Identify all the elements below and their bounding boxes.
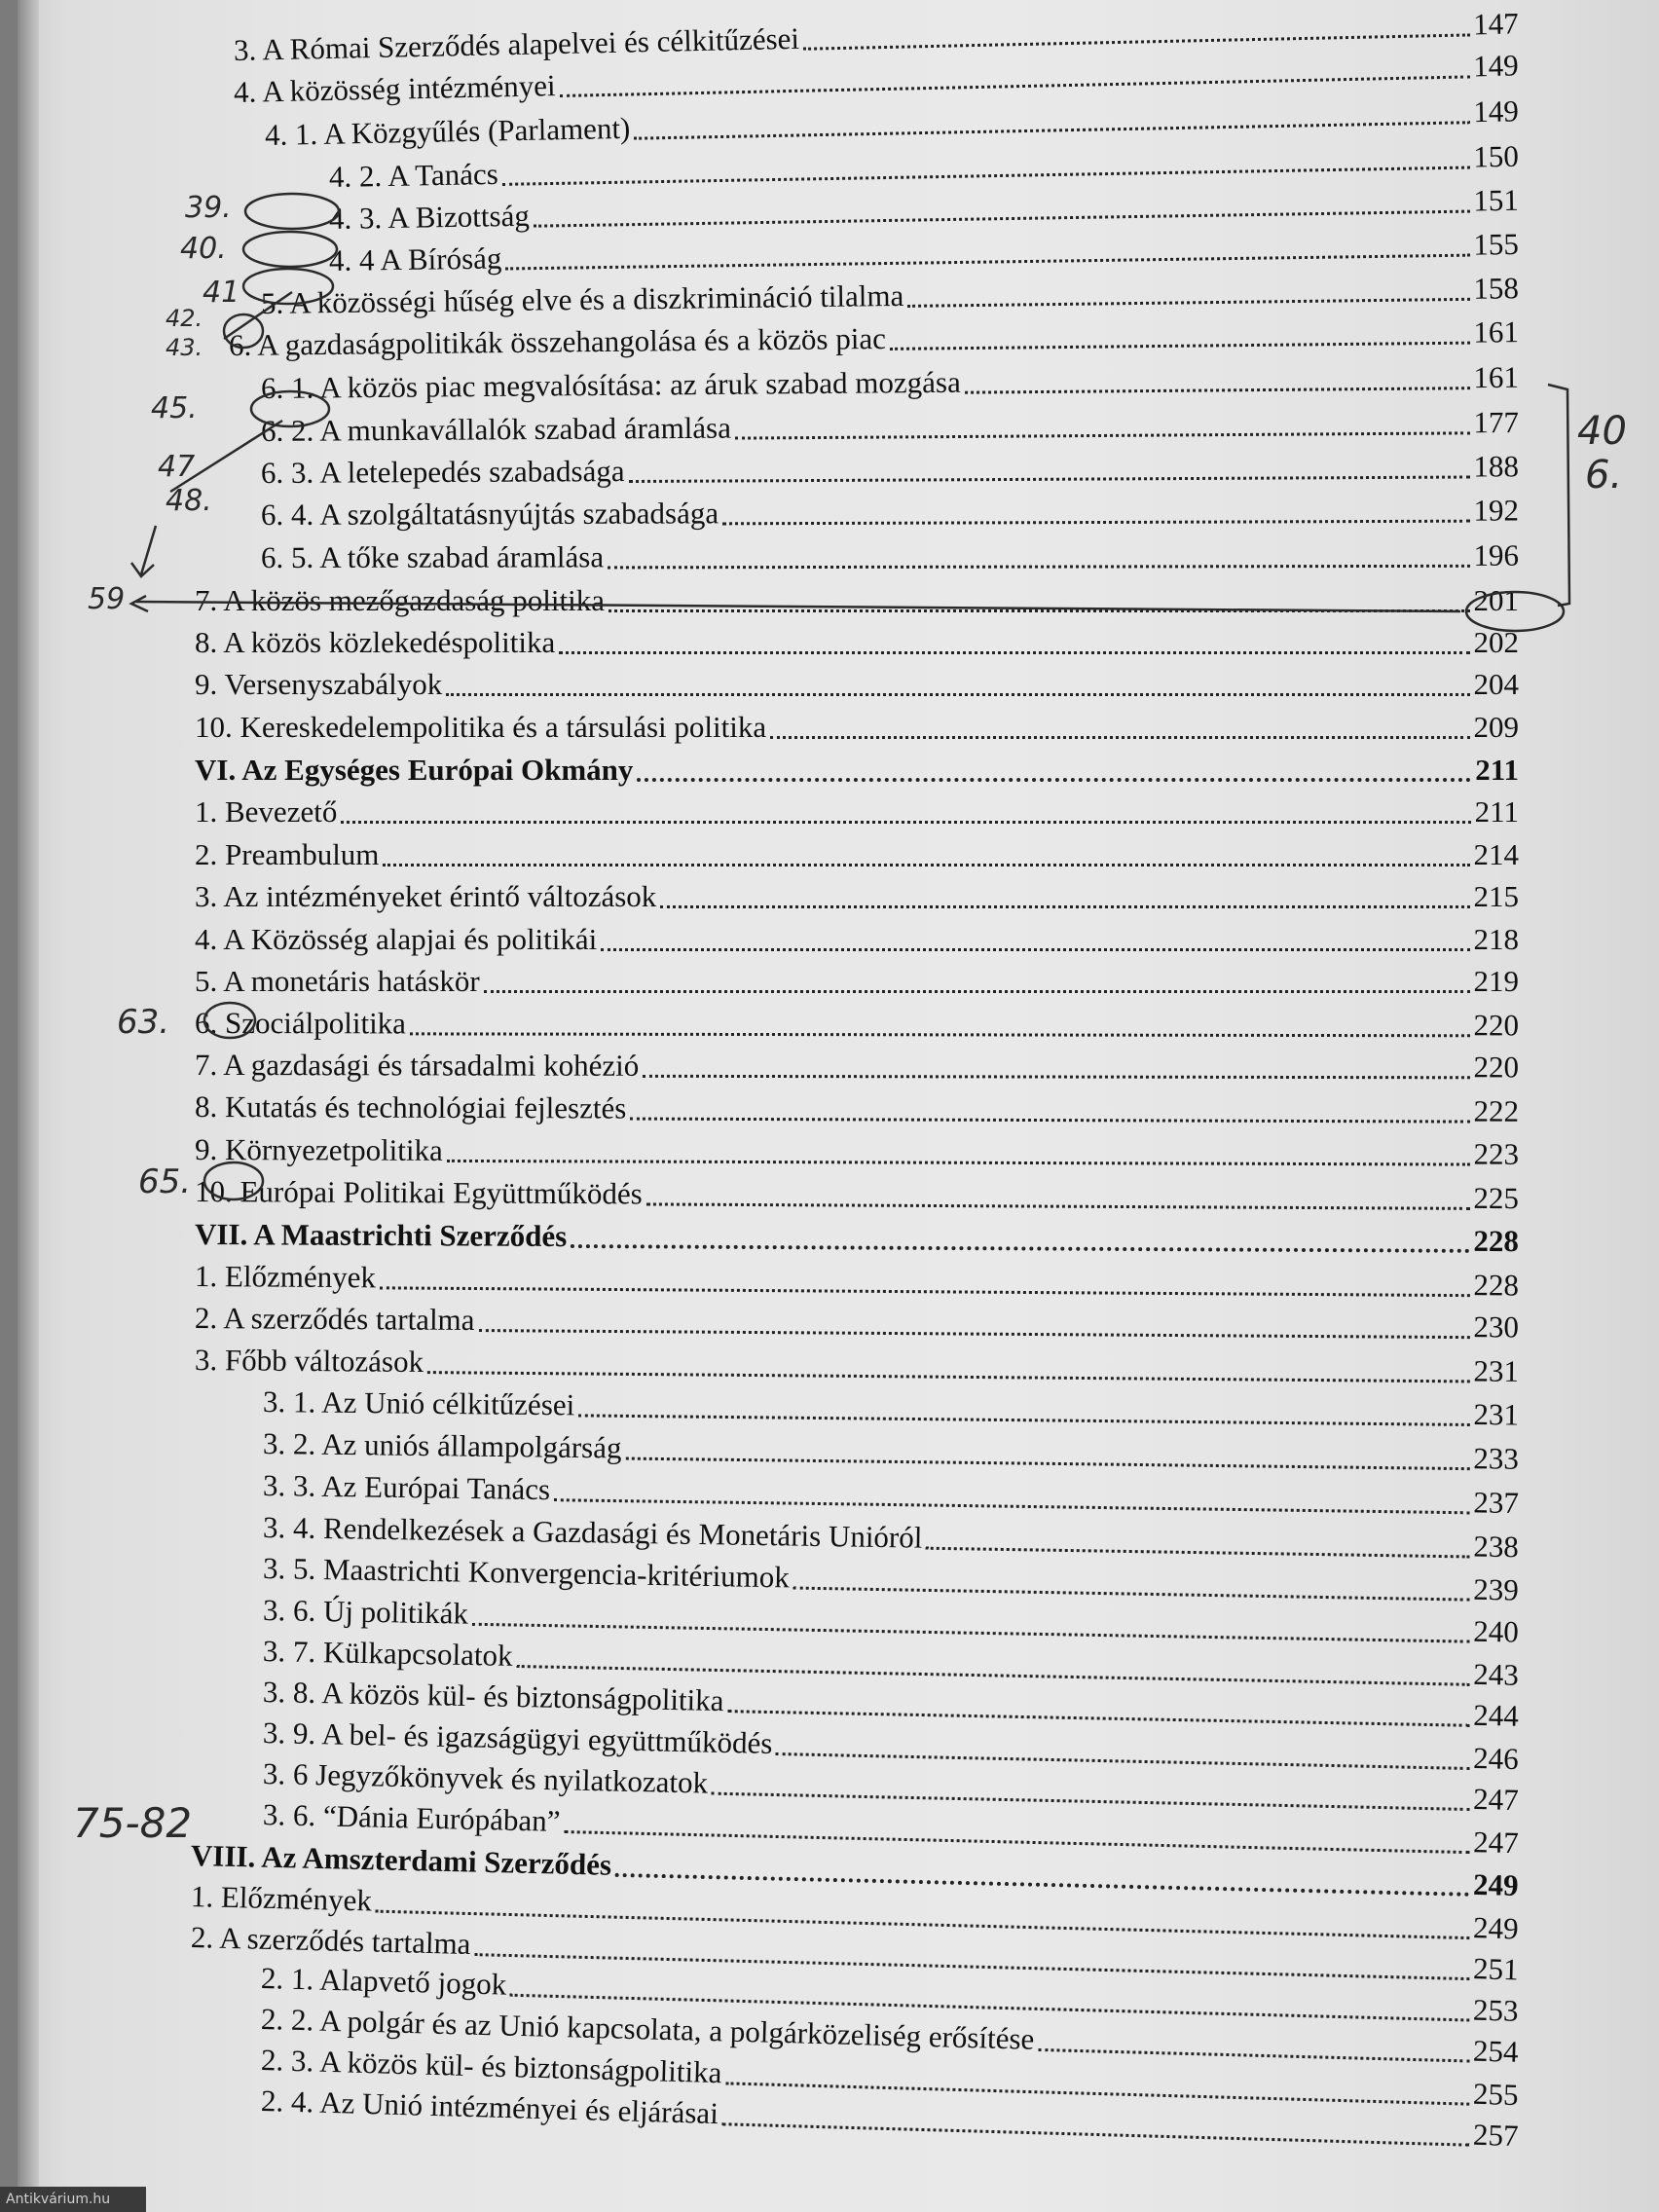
toc-leader-dots xyxy=(554,1498,1469,1514)
toc-entry-title: 3. 7. Külkapcsolatok xyxy=(262,1634,513,1673)
toc-leader-dots xyxy=(1038,2047,1469,2062)
note-48: 48. xyxy=(166,484,212,518)
toc-entry-title: 1. Bevezető xyxy=(195,794,338,829)
toc-entry-title: 3. 8. A közös kül- és biztonságpolitika xyxy=(262,1675,724,1718)
toc-leader-dots xyxy=(427,1371,1469,1382)
toc-leader-dots xyxy=(735,431,1470,439)
toc-entry xyxy=(195,621,1519,664)
toc-leader-dots xyxy=(571,1244,1469,1253)
note-43: 43. xyxy=(166,334,203,361)
toc-entry-page: 147 xyxy=(1472,6,1520,42)
toc-entry-page: 149 xyxy=(1472,93,1520,129)
note-45: 45. xyxy=(151,391,198,425)
toc-entry-title: 4. 1. A Közgyűlés (Parlament) xyxy=(264,110,631,152)
toc-entry-title: 5. A monetáris hatáskör xyxy=(195,964,480,998)
toc-entry-page: 243 xyxy=(1472,1656,1520,1692)
toc-entry xyxy=(195,749,1519,792)
toc-leader-dots xyxy=(637,778,1471,782)
toc-entry-page: 231 xyxy=(1473,1397,1520,1432)
toc-entry-page: 149 xyxy=(1472,48,1520,84)
note-75-82: 75-82 xyxy=(73,1799,193,1847)
toc-entry xyxy=(195,960,1519,1003)
toc-entry-page: 214 xyxy=(1473,837,1519,871)
toc-leader-dots xyxy=(926,1546,1469,1558)
toc-leader-dots xyxy=(722,2122,1469,2146)
note-40-right: 40 xyxy=(1577,409,1627,454)
toc-entry xyxy=(195,1002,1519,1047)
toc-entry-page: 188 xyxy=(1473,449,1520,484)
toc-entry-page: 247 xyxy=(1472,1825,1520,1861)
toc-leader-dots xyxy=(559,651,1469,654)
note-39: 39. xyxy=(185,191,232,225)
toc-entry xyxy=(195,706,1519,749)
toc-leader-dots xyxy=(643,1074,1469,1078)
toc-entry xyxy=(261,445,1519,495)
note-42: 42. xyxy=(166,305,203,332)
watermark: Antikvárium.hu xyxy=(0,2187,146,2212)
toc-entry-title: 5. A közösségi hűség elve és a diszkrimináció tilalma xyxy=(260,277,904,320)
toc-entry-page: 246 xyxy=(1472,1741,1520,1777)
toc-entry-title: 6. A gazdaságpolitikák összehangolása és a közös piac xyxy=(228,320,887,362)
toc-entry-title: 3. 9. A bel- és igazságügyi együttműködés xyxy=(262,1715,773,1760)
note-40: 40. xyxy=(180,232,227,266)
toc-entry-title: 7. A közös mezőgazdaság politika xyxy=(195,583,605,617)
toc-entry-title: 3. 6 Jegyzőkönyvek és nyilatkozatok xyxy=(262,1756,709,1800)
toc-leader-dots xyxy=(484,990,1470,993)
toc-entry-title: 9. Versenyszabályok xyxy=(195,667,443,701)
toc-entry xyxy=(261,401,1519,453)
toc-entry-page: 233 xyxy=(1473,1441,1520,1476)
toc-entry-page: 231 xyxy=(1473,1353,1520,1388)
toc-entry xyxy=(195,918,1519,961)
toc-leader-dots xyxy=(534,209,1470,227)
toc-entry-page: 220 xyxy=(1473,1050,1520,1085)
toc-entry xyxy=(261,535,1519,579)
note-65: 65. xyxy=(138,1162,192,1201)
toc-leader-dots xyxy=(890,341,1470,350)
toc-entry-page: 223 xyxy=(1473,1136,1520,1171)
toc-entry-page: 218 xyxy=(1473,922,1519,956)
toc-entry-title: 3. 3. Az Európai Tanács xyxy=(262,1468,551,1507)
toc-entry-page: 255 xyxy=(1472,2076,1519,2113)
toc-entry xyxy=(195,1128,1519,1176)
toc-entry xyxy=(195,1086,1519,1133)
toc-entry-page: 244 xyxy=(1472,1697,1520,1733)
toc-entry xyxy=(261,489,1519,536)
toc-entry-page: 201 xyxy=(1473,583,1519,617)
toc-entry-page: 151 xyxy=(1473,182,1520,218)
toc-entry-title: 4. 3. A Bizottság xyxy=(328,198,531,236)
toc-entry-title: VI. Az Egységes Európai Okmány xyxy=(195,753,634,787)
toc-entry-title: 4. 2. A Tanács xyxy=(328,156,499,194)
toc-entry-page: 257 xyxy=(1472,2117,1519,2154)
toc-entry-title: 2. 2. A polgár és az Unió kapcsolata, a polgárközeliség erősítése xyxy=(260,2002,1035,2056)
toc-entry-page: 161 xyxy=(1473,359,1520,395)
toc-entry-page: 219 xyxy=(1473,964,1519,998)
toc-entry xyxy=(195,875,1519,918)
toc-entry-title: 1. Előzmények xyxy=(194,1259,377,1295)
toc-entry-page: 150 xyxy=(1473,138,1520,174)
toc-entry-title: 2. 4. Az Unió intézményei és eljárásai xyxy=(260,2083,719,2131)
toc-entry-title: 3. 5. Maastrichti Konvergencia-kritériumok xyxy=(262,1551,791,1595)
toc-entry-title: 10. Európai Politikai Együttműködés xyxy=(194,1174,643,1211)
note-63: 63. xyxy=(117,1003,170,1042)
toc-entry-title: 8. Kutatás és technológiai fejlesztés xyxy=(194,1089,627,1125)
toc-entry-title: 3. 6. Új politikák xyxy=(262,1593,469,1631)
toc-leader-dots xyxy=(907,297,1469,307)
toc-entry-page: 196 xyxy=(1473,537,1520,572)
toc-entry-title: 2. Preambulum xyxy=(195,837,380,871)
toc-entry-title: 9. Környezetpolitika xyxy=(194,1132,443,1167)
toc-entry-page: 251 xyxy=(1472,1951,1520,1987)
toc-leader-dots xyxy=(965,387,1470,394)
toc-entry-title: 4. 4 A Bíróság xyxy=(328,240,502,277)
toc-entry-page: 161 xyxy=(1473,314,1520,350)
toc-leader-dots xyxy=(722,519,1469,525)
toc-leader-dots xyxy=(578,1414,1469,1426)
toc-entry-title: 6. 2. A munkavállalók szabad áramlása xyxy=(260,410,732,448)
toc-entry-title: 6. 4. A szolgáltatásnyújtás szabadsága xyxy=(260,496,719,532)
toc-entry xyxy=(195,1044,1519,1088)
toc-entry-title: 6. 5. A tőke szabad áramlása xyxy=(260,539,605,574)
toc-entry-page: 239 xyxy=(1473,1571,1520,1607)
toc-entry-title: 6. 1. A közös piac megvalósítása: az áruk szabad mozgása xyxy=(260,364,961,405)
toc-leader-dots xyxy=(660,905,1469,908)
toc-entry-page: 215 xyxy=(1473,879,1519,913)
toc-entry-title: 3. 1. Az Unió célkitűzései xyxy=(262,1384,575,1422)
toc-entry-page: 238 xyxy=(1473,1529,1520,1565)
toc-entry-page: 225 xyxy=(1473,1180,1520,1216)
toc-leader-dots xyxy=(608,609,1470,612)
toc-leader-dots xyxy=(646,1202,1470,1209)
toc-entry xyxy=(195,833,1519,876)
toc-entry-title: 3. 4. Rendelkezések a Gazdasági és Monetáris Unióról xyxy=(262,1510,923,1555)
toc-leader-dots xyxy=(383,864,1469,866)
toc-leader-dots xyxy=(634,121,1469,139)
toc-leader-dots xyxy=(506,253,1470,270)
toc-entry xyxy=(195,579,1519,622)
note-59: 59 xyxy=(88,582,126,616)
toc-entry-title: 8. A közös közlekedéspolitika xyxy=(195,625,556,659)
toc-entry-page: 211 xyxy=(1475,753,1519,787)
note-6-right: 6. xyxy=(1585,453,1623,498)
toc-entry-page: 240 xyxy=(1473,1613,1520,1649)
toc-leader-dots xyxy=(629,475,1470,483)
toc-leader-dots xyxy=(770,736,1469,739)
toc-leader-dots xyxy=(380,1286,1470,1297)
toc-entry xyxy=(195,663,1519,706)
toc-entry-title: 3. 2. Az uniós állampolgárság xyxy=(262,1426,622,1465)
toc-entry-page: 192 xyxy=(1473,493,1520,528)
toc-entry-title: 4. A közösség intézményei xyxy=(233,68,556,109)
toc-leader-dots xyxy=(601,948,1469,951)
toc-entry-title: 2. A szerződés tartalma xyxy=(190,1920,471,1962)
toc-leader-dots xyxy=(341,821,1470,824)
toc-entry-page: 220 xyxy=(1473,1008,1520,1043)
toc-entry-page: 253 xyxy=(1472,1992,1520,2028)
toc-leader-dots xyxy=(447,1159,1470,1165)
toc-entry-title: 6. Szociálpolitika xyxy=(194,1006,406,1041)
toc-entry-title: 3. 6. “Dánia Európában” xyxy=(262,1797,561,1838)
toc-leader-dots xyxy=(608,564,1469,569)
toc-entry-title: 3. A Római Szerződés alapelvei és célkitűzései xyxy=(233,20,800,67)
toc-entry-title: 3. Az intézményeket érintő változások xyxy=(195,879,657,913)
toc-leader-dots xyxy=(446,693,1469,696)
toc-entry-title: 10. Kereskedelempolitika és a társulási politika xyxy=(195,710,767,744)
toc-entry-title: 3. Főbb változások xyxy=(194,1343,424,1380)
toc-entry-title: 7. A gazdasági és társadalmi kohézió xyxy=(194,1048,640,1083)
toc-leader-dots xyxy=(410,1032,1470,1037)
toc-entry xyxy=(195,791,1519,833)
toc-entry-title: VIII. Az Amszterdami Szerződés xyxy=(190,1838,612,1882)
toc-entry-page: 204 xyxy=(1473,667,1519,701)
toc-entry-page: 202 xyxy=(1473,625,1519,659)
toc-entry-title: 1. Előzmények xyxy=(190,1879,373,1918)
toc-entry-title: VII. A Maastrichti Szerződés xyxy=(194,1217,568,1254)
toc-entry-page: 249 xyxy=(1472,1910,1520,1946)
toc-entry-page: 228 xyxy=(1473,1223,1520,1259)
toc-entry-page: 177 xyxy=(1473,404,1520,440)
toc-leader-dots xyxy=(478,1329,1469,1339)
toc-entry xyxy=(195,1170,1519,1220)
toc-leader-dots xyxy=(793,1586,1470,1601)
toc-entry-page: 222 xyxy=(1473,1093,1520,1128)
note-47: 47 xyxy=(158,450,196,484)
toc-entry-page: 249 xyxy=(1472,1866,1520,1902)
toc-leader-dots xyxy=(625,1456,1469,1470)
toc-leader-dots xyxy=(630,1117,1469,1123)
toc-entry-page: 254 xyxy=(1472,2033,1520,2069)
toc-entry-title: 4. A Közösség alapjai és politikái xyxy=(195,922,598,956)
toc-entry-page: 158 xyxy=(1473,271,1520,306)
toc-entry-title: 2. 1. Alapvető jogok xyxy=(260,1961,507,2002)
toc-entry-page: 237 xyxy=(1473,1485,1520,1521)
toc-entry-page: 209 xyxy=(1473,710,1519,744)
toc-entry-page: 228 xyxy=(1473,1268,1520,1303)
note-41: 41 xyxy=(203,276,240,310)
toc-entry-page: 211 xyxy=(1474,794,1519,829)
toc-entry-title: 6. 3. A letelepedés szabadsága xyxy=(260,454,625,490)
toc-entry-title: 2. 3. A közös kül- és biztonságpolitika xyxy=(260,2043,722,2090)
toc-entry-page: 155 xyxy=(1473,226,1520,262)
toc-entry-title: 2. A szerződés tartalma xyxy=(194,1301,475,1338)
toc-entry-page: 247 xyxy=(1472,1782,1520,1818)
toc-entry-page: 230 xyxy=(1473,1309,1520,1345)
